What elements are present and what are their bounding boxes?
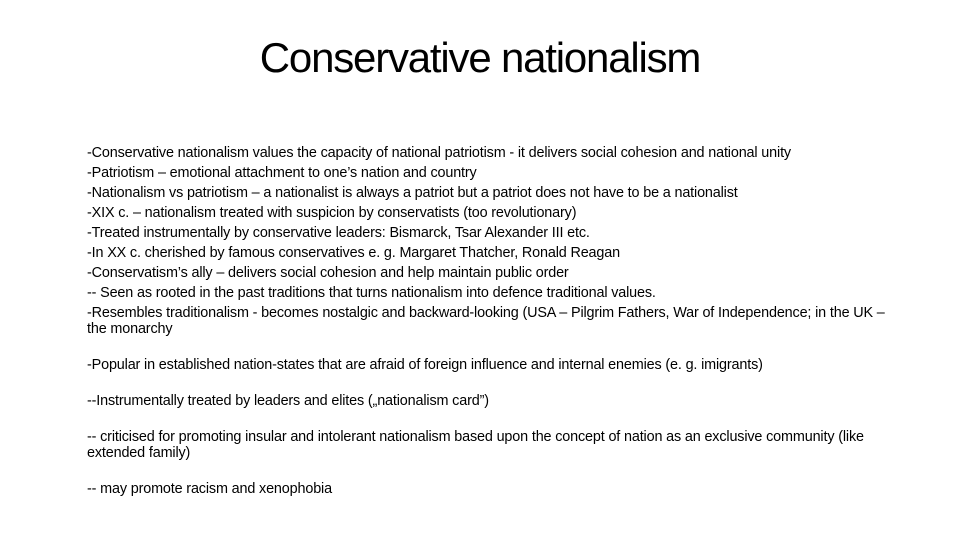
- slide-title: Conservative nationalism: [259, 34, 701, 81]
- bullet-treated-instrumentally: -Treated instrumentally by conservative leaders: Bismarck, Tsar Alexander III etc.: [87, 225, 590, 241]
- bullet-xx-century: -In XX c. cherished by famous conservatives e. g. Margaret Thatcher, Ronald Reagan: [87, 245, 620, 261]
- bullet-patriotism-definition: -Patriotism – emotional attachment to one’s nation and country: [87, 165, 477, 181]
- bullet-nationalism-card: --Instrumentally treated by leaders and elites („nationalism card”): [87, 393, 489, 409]
- bullet-conservatism-ally: -Conservatism’s ally – delivers social cohesion and help maintain public order: [87, 265, 569, 281]
- bullet-resembles-traditionalism: -Resembles traditionalism - becomes nostalgic and backward-looking (USA – Pilgrim Fathers, War of Independence; in the UK – the monarchy: [87, 305, 885, 337]
- bullet-conservative-nationalism-values: -Conservative nationalism values the capacity of national patriotism - it delivers social cohesion and national unity: [87, 145, 791, 161]
- bullet-criticised-insular: -- criticised for promoting insular and intolerant nationalism based upon the concept of nation as an exclusive community (like extended family): [87, 429, 864, 461]
- bullet-rooted-in-past: -- Seen as rooted in the past traditions that turns nationalism into defence traditional values.: [87, 285, 656, 301]
- bullet-nationalism-vs-patriotism: -Nationalism vs patriotism – a nationalist is always a patriot but a patriot does not have to be a nationalist: [87, 185, 738, 201]
- bullet-xix-century: -XIX c. – nationalism treated with suspicion by conservatists (too revolutionary): [87, 205, 577, 221]
- bullet-racism-xenophobia: -- may promote racism and xenophobia: [87, 481, 332, 497]
- slide-body: [87, 145, 907, 501]
- bullet-popular-nation-states: -Popular in established nation-states that are afraid of foreign influence and internal enemies (e. g. imigrants): [87, 357, 763, 373]
